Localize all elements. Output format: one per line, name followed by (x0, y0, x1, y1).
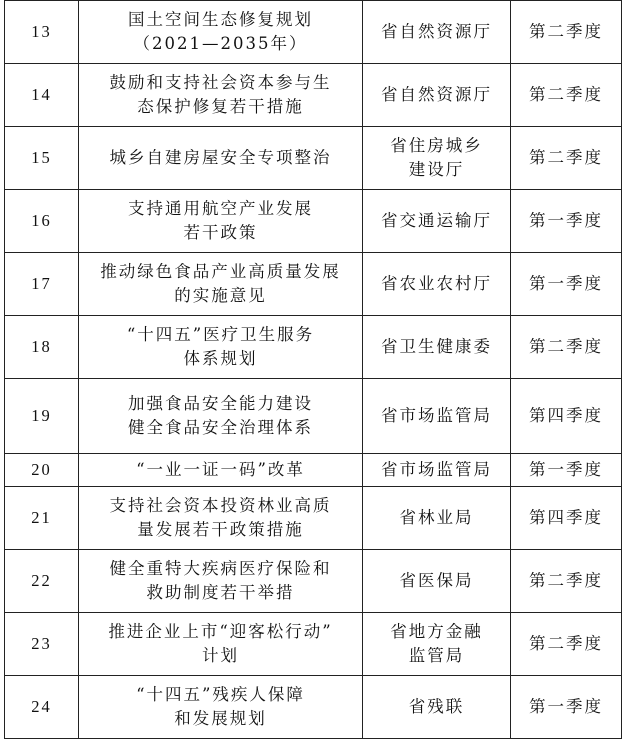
policy-name: 鼓励和支持社会资本参与生 态保护修复若干措施 (79, 64, 363, 127)
completion-quarter: 第一季度 (511, 253, 622, 316)
policy-name: “十四五”医疗卫生服务 体系规划 (79, 316, 363, 379)
policy-name: 加强食品安全能力建设 健全食品安全治理体系 (79, 379, 363, 454)
row-number: 21 (5, 487, 79, 550)
completion-quarter: 第二季度 (511, 613, 622, 676)
table-row (5, 127, 622, 190)
policy-name: 支持社会资本投资林业高质 量发展若干政策措施 (79, 487, 363, 550)
table-row (5, 454, 622, 487)
table-row (5, 316, 622, 379)
row-number: 19 (5, 379, 79, 454)
table-row (5, 1, 622, 64)
completion-quarter: 第一季度 (511, 190, 622, 253)
completion-quarter: 第一季度 (511, 676, 622, 739)
policy-name: “一业一证一码”改革 (79, 454, 363, 487)
policy-name: 推进企业上市“迎客松行动” 计划 (79, 613, 363, 676)
row-number: 18 (5, 316, 79, 379)
table-row (5, 550, 622, 613)
table-row (5, 676, 622, 739)
responsible-department: 省农业农村厅 (363, 253, 511, 316)
responsible-department: 省交通运输厅 (363, 190, 511, 253)
row-number: 15 (5, 127, 79, 190)
row-number: 13 (5, 1, 79, 64)
row-number: 22 (5, 550, 79, 613)
row-number: 17 (5, 253, 79, 316)
table-row (5, 487, 622, 550)
policy-name: 国土空间生态修复规划 （2021—2035年） (79, 1, 363, 64)
responsible-department: 省卫生健康委 (363, 316, 511, 379)
row-number: 24 (5, 676, 79, 739)
responsible-department: 省医保局 (363, 550, 511, 613)
completion-quarter: 第一季度 (511, 454, 622, 487)
responsible-department: 省地方金融 监管局 (363, 613, 511, 676)
completion-quarter: 第二季度 (511, 550, 622, 613)
table-row (5, 253, 622, 316)
completion-quarter: 第二季度 (511, 64, 622, 127)
table-row (5, 379, 622, 454)
completion-quarter: 第二季度 (511, 1, 622, 64)
row-number: 20 (5, 454, 79, 487)
row-number: 14 (5, 64, 79, 127)
policy-name: 推动绿色食品产业高质量发展 的实施意见 (79, 253, 363, 316)
table-row (5, 613, 622, 676)
policy-name: 支持通用航空产业发展 若干政策 (79, 190, 363, 253)
completion-quarter: 第二季度 (511, 316, 622, 379)
policy-name: “十四五”残疾人保障 和发展规划 (79, 676, 363, 739)
responsible-department: 省住房城乡 建设厅 (363, 127, 511, 190)
row-number: 16 (5, 190, 79, 253)
responsible-department: 省林业局 (363, 487, 511, 550)
row-number: 23 (5, 613, 79, 676)
policy-table (4, 0, 622, 739)
table-row (5, 190, 622, 253)
completion-quarter: 第四季度 (511, 379, 622, 454)
responsible-department: 省残联 (363, 676, 511, 739)
responsible-department: 省自然资源厅 (363, 1, 511, 64)
responsible-department: 省市场监管局 (363, 454, 511, 487)
completion-quarter: 第二季度 (511, 127, 622, 190)
policy-name: 城乡自建房屋安全专项整治 (79, 127, 363, 190)
responsible-department: 省市场监管局 (363, 379, 511, 454)
responsible-department: 省自然资源厅 (363, 64, 511, 127)
policy-name: 健全重特大疾病医疗保险和 救助制度若干举措 (79, 550, 363, 613)
completion-quarter: 第四季度 (511, 487, 622, 550)
table-row (5, 64, 622, 127)
